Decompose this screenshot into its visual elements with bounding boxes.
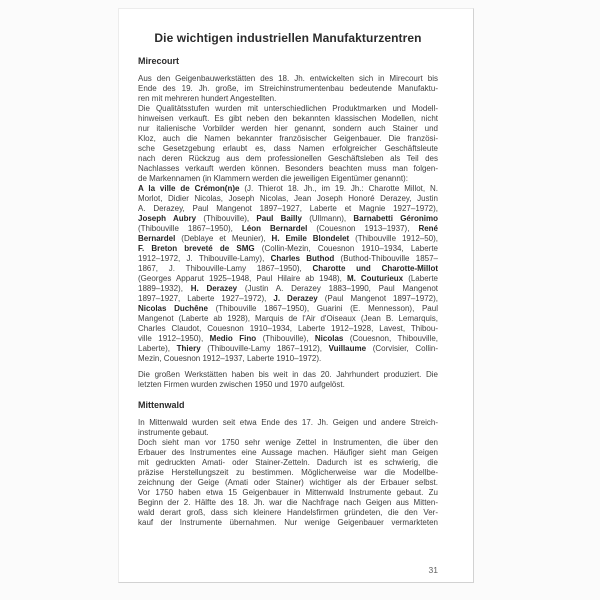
text-line <box>138 518 438 528</box>
body-text: (Ullmann), <box>301 214 354 223</box>
body-text: nur italienische Vorbilder werden hier genannt, sondern auch Stainer und <box>138 124 438 133</box>
bold-text: H. Derazey <box>190 284 238 293</box>
text-line <box>138 124 438 134</box>
paragraph-block <box>138 74 438 364</box>
body-text: wald derart groß, dass sich kleinere Handelsfirmen gründeten, die den Ver- <box>138 508 438 517</box>
body-text: Charles Claudot, Couesnon 1910–1934, Laberte 1912–1928, Lavest, Thibou- <box>138 324 438 333</box>
body-text: Mezin, Couesnon 1912–1937, Laberte 1910–1972). <box>138 354 322 363</box>
body-text: letzten Firmen wurden zwischen 1950 und 1970 aufgelöst. <box>138 380 345 389</box>
body-text: hinweisen verkauft. Es gibt neben den bekannten klassischen Modellen, nicht <box>138 114 438 123</box>
text-line <box>138 324 438 334</box>
text-line <box>138 284 438 294</box>
text-line <box>138 428 438 438</box>
text-line <box>138 468 438 478</box>
text-line <box>138 224 438 234</box>
bold-text: H. Emile Blondelet <box>271 234 350 243</box>
page-title: Die wichtigen industriellen Manufakturzentren <box>154 31 422 45</box>
body-text: (Corvisier, Collin- <box>366 344 438 353</box>
bold-text: J. Derazey <box>273 294 318 303</box>
text-line <box>138 478 438 488</box>
body-text: Die Qualitätsstufen wurden mit unterschiedlichen Produktmarken und Modell- <box>138 104 438 113</box>
text-line <box>138 448 438 458</box>
body-text: (Thibouville), <box>196 214 257 223</box>
paragraph-block <box>138 370 438 390</box>
text-line <box>138 174 438 184</box>
text-line <box>138 184 438 194</box>
text-line <box>138 144 438 154</box>
text-line <box>138 294 438 304</box>
text-line <box>138 214 438 224</box>
bold-text: Joseph Aubry <box>138 214 197 223</box>
bold-text: Barnabetti Géronimo <box>353 214 438 223</box>
bold-text: A la ville de Crémon(n)e <box>138 184 240 193</box>
body-text: Aus den Geigenbauwerkstätten des 18. Jh. entwickelten sich in Mirecourt bis <box>138 74 438 83</box>
page-content <box>138 9 438 528</box>
body-text: (J. Thierot 18. Jh., im 19. Jh.: Charotte Millot, N. <box>239 184 438 193</box>
bold-text: M. Couturieux <box>346 274 404 283</box>
body-text: (Thibouville 1912–50), <box>349 234 438 243</box>
body-text: (Thibouville 1867–1950), Guarini (E. Mennesson), Paul <box>207 304 438 313</box>
body-text: (Laberte <box>403 274 438 283</box>
body-text: kauf der Instrumente übernahmen. Nur wenige Geigenbauer vermarkteten <box>138 518 438 527</box>
text-line <box>138 438 438 448</box>
text-line <box>138 114 438 124</box>
body-text: (Thibouville), <box>256 334 315 343</box>
text-line <box>138 304 438 314</box>
bold-text: Charotte und Charotte-Millot <box>312 264 439 273</box>
section-mittenwald <box>138 400 438 528</box>
text-line <box>138 94 438 104</box>
bold-text: F. Breton breveté de SMG <box>138 244 255 253</box>
body-text: Mangenot (Laberte ab 1928), Marquis de l'Air d'Oiseaux (Jean B. Lemarquis, <box>138 314 438 323</box>
bold-text: Charles Buthod <box>270 254 335 263</box>
body-text: 1889–1932), <box>138 284 191 293</box>
body-text: Beginn der 2. Hälfte des 18. Jh. war die Nachfrage nach Geigen aus Mitten- <box>138 498 438 507</box>
bold-text: Paul Bailly <box>256 214 302 223</box>
body-text: (Collin-Mezin, Couesnon 1910–1934, Laberte <box>254 244 438 253</box>
page-number: 31 <box>428 565 438 575</box>
body-text: Ende des 19. Jh. große, im Streichinstrumentenbau bedeutende Manufaktu- <box>138 84 438 93</box>
text-line <box>138 134 438 144</box>
body-text: ville 1912–1950), <box>138 334 210 343</box>
body-text: Vor 1750 haben etwa 15 Geigenbauer in Mittenwald Instrumente gebaut. Zu <box>138 488 438 497</box>
text-line <box>138 254 438 264</box>
bold-text: Bernardel <box>138 234 176 243</box>
body-text: sche Gesetzgebung erlaubt es, dass Namen erfolgreicher Geschäftsleute <box>138 144 438 153</box>
body-text: 1867, J. Thibouville-Lamy 1867–1950), <box>138 264 313 273</box>
body-text: Doch sieht man vor 1750 sehr wenige Zettel in Instrumenten, die über den <box>138 438 438 447</box>
body-text: 1912–1972, J. Thibouville-Lamy), <box>138 254 271 263</box>
body-text: (Buthod-Thibouville 1857– <box>334 254 438 263</box>
bold-text: Thiery <box>176 344 201 353</box>
text-line <box>138 418 438 428</box>
body-text: Nachlasses verkauft werden können. Besonders beachten muss man folgen- <box>138 164 438 173</box>
body-text: Morlot, Didier Nicolas, Joseph Nicolas, Jean Joseph Honoré Derazey, Justin <box>138 194 438 203</box>
body-text: de Markennamen (in Klammern werden die jeweiligen Eigentümer genannt): <box>138 174 408 183</box>
book-page <box>118 8 474 583</box>
body-text: mit gedruckten Amati- oder Stainer-Zetteln. Dadurch ist es schwierig, die <box>138 458 438 467</box>
text-line <box>138 104 438 114</box>
section-mirecourt <box>138 56 438 390</box>
body-text: Laberte), <box>138 344 177 353</box>
body-text: (Thibouville-Lamy 1867–1912), <box>200 344 329 353</box>
text-line <box>138 274 438 284</box>
body-text: instrumente gebaut. <box>138 428 209 437</box>
text-line <box>138 314 438 324</box>
body-text: (Couesnon 1913–1937), <box>307 224 419 233</box>
text-line <box>138 458 438 468</box>
body-text: (Justin A. Derazey 1883–1990, Paul Mangenot <box>237 284 438 293</box>
body-text: (Deblaye et Meunier), <box>175 234 272 243</box>
text-line <box>138 370 438 380</box>
body-text: (Georges Apparut 1925–1948, Paul Hilaire ab 1948), <box>138 274 347 283</box>
text-line <box>138 244 438 254</box>
body-text: ren mit mehreren hundert Angestellten. <box>138 94 277 103</box>
section-heading: Mirecourt <box>138 56 180 66</box>
paragraph-block <box>138 418 438 528</box>
body-text: 1897–1927, Laberte 1927–1972), <box>138 294 274 303</box>
body-text: (Couesnon, Thibouville, <box>343 334 439 343</box>
text-line <box>138 204 438 214</box>
body-text: A. Derazey, Paul Mangenot 1897–1927, Laberte et Magnie 1927–1972), <box>138 204 438 213</box>
body-text: zeichnung der Geige (Amati oder Stainer) wichtiger als der Erbauer selbst. <box>138 478 438 487</box>
text-line <box>138 234 438 244</box>
text-line <box>138 488 438 498</box>
text-line <box>138 380 438 390</box>
body-text: Erbauer des Instrumentes eine Aussage machen. Häufiger sieht man Geigen <box>138 448 438 457</box>
text-line <box>138 354 438 364</box>
text-line <box>138 84 438 94</box>
text-line <box>138 154 438 164</box>
body-text: (Thibouville 1867–1950), <box>138 224 242 233</box>
body-text: nach deren Rückzug aus dem professionellen Geschäftsleben als Teil des <box>138 154 438 163</box>
section-heading: Mittenwald <box>138 400 185 410</box>
bold-text: Vuillaume <box>328 344 367 353</box>
body-text: (Paul Mangenot 1897–1972), <box>317 294 438 303</box>
text-line <box>138 264 438 274</box>
text-line <box>138 164 438 174</box>
sections <box>138 56 438 528</box>
bold-text: Nicolas Duchêne <box>138 304 208 313</box>
text-line <box>138 334 438 344</box>
body-text: In Mittenwald wurden seit etwa Ende des 17. Jh. Geigen und andere Streich- <box>138 418 438 427</box>
body-text: Die großen Werkstätten haben bis weit in das 20. Jahrhundert produziert. Die <box>138 370 438 379</box>
text-line <box>138 74 438 84</box>
text-line <box>138 498 438 508</box>
body-text: Kloz, auch die Namen bekannter französischer Geigenbauer. Die französi- <box>138 134 438 143</box>
text-line <box>138 344 438 354</box>
text-line <box>138 194 438 204</box>
bold-text: René <box>418 224 438 233</box>
bold-text: Léon Bernardel <box>241 224 308 233</box>
text-line <box>138 508 438 518</box>
body-text: präzise Herstellungszeit zu bestimmen. Möglicherweise war die Modellbe- <box>138 468 438 477</box>
bold-text: Nicolas <box>314 334 344 343</box>
bold-text: Medio Fino <box>209 334 257 343</box>
